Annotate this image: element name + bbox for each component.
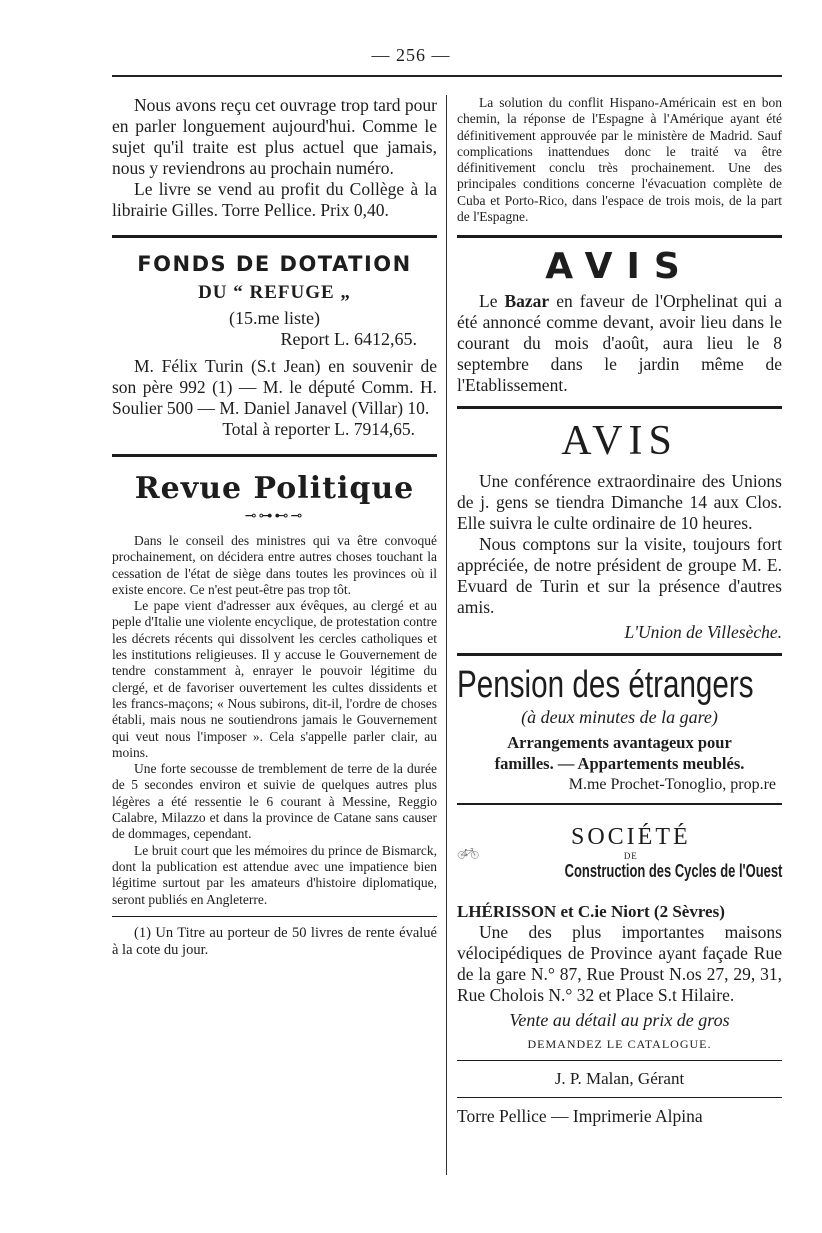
imprimerie-line: Torre Pellice — Imprimerie Alpina — [457, 1106, 703, 1127]
herisson-text: Une des plus importantes maisons vélocipédiques de Province ayant façade Rue de la gare N.° 87, Rue Proust N.os 27, 29, 31, Rue Cholois N.° 32 et Place S.t Hilaire. — [457, 922, 782, 1006]
revue-paragraph: Le bruit court que les mémoires du prince de Bismarck, dont la publication est attendue avec une impatience bien légitime surtout par les amateurs d'histoire diplomatique, seront publiés en Angleterre. — [112, 842, 437, 907]
section-rule — [457, 235, 782, 238]
avis-bazar-prefix: Le — [479, 291, 498, 312]
cycles-company-block — [480, 824, 782, 882]
gerant-line: J. P. Malan, Gérant — [554, 1069, 685, 1089]
bazar-word: Bazar — [504, 291, 550, 312]
bicycle-icon — [457, 813, 480, 893]
report-amount: Report L. 6412,65. — [280, 329, 417, 349]
pension-line: familles. — Appartements meublés. — [494, 754, 745, 774]
section-rule — [457, 653, 782, 656]
ornament-divider: ⊸⊶⊷⊸ — [244, 509, 305, 524]
avis-title: AVIS — [545, 246, 694, 288]
left-column — [112, 95, 437, 959]
pension-line: Arrangements avantageux pour — [507, 733, 732, 753]
herisson-name: LHÉRISSON et C.ie Niort (2 Sèvres) — [457, 902, 725, 922]
intro-paragraph: Le livre se vend au profit du Collège à la librairie Gilles. Torre Pellice. Prix 0,40. — [112, 179, 437, 220]
section-rule — [457, 1097, 782, 1098]
intro-paragraph: Nous avons reçu cet ouvrage trop tard pour en parler longuement aujourd'hui. Comme le sujet qu'il traite est plus actuel que jamais, nous y reviendrons au prochain numéro. — [112, 95, 437, 178]
section-rule — [457, 1060, 782, 1061]
column-divider — [446, 95, 447, 1175]
de-label: DE — [623, 851, 638, 862]
footnote: (1) Un Titre au porteur de 50 livres de rente évalué à la cote du jour. — [112, 924, 437, 958]
section-rule — [112, 235, 437, 238]
pension-owner: M.me Prochet-Tonoglio, prop.re — [568, 776, 776, 794]
liste-number: (15.me liste) — [229, 308, 320, 328]
page-number: — 256 — — [371, 45, 451, 65]
revue-paragraph: Le pape vient d'adresser aux évêques, au clergé et au peple d'Italie une violente encyclique, de protestation contre les décrets récents qui dissolvent les cercles catholiques et les institutions religieuses. Il y accuse le Gouvernement de tendre constamment à, enrayer le pouvoir légitime du clergé, et de favoriser ouvertement les cultes dissidents et les francs-maçons; « Nous subirons, dit-il, l'ordre de choses établi, mais nous ne soutiendrons jamais le Gouvernement qui veut nous l'imposer ». Cela s'appelle parler clair, au moins. — [112, 598, 437, 760]
catalogue-line: DEMANDEZ LE CATALOGUE. — [527, 1037, 712, 1052]
revue-paragraph: Dans le conseil des ministres qui va être convoqué prochainement, on décidera entre autres choses touchant la cessation de l'état de siège dans toutes les provinces où il existe encore. Ce n'est peut-être pas trop tôt. — [112, 533, 437, 597]
revue-paragraph: Une forte secousse de tremblement de terre de la durée de 5 secondes environ et suivie de quelques autres plus légères a été ressentie le 6 courant à Messine, Reggio Calabre, Milazzo et dans la province de Catane sans causer de dommages, cependant. — [112, 761, 437, 842]
conflict-paragraph: La solution du conflit Hispano-Américain est en bon chemin, la réponse de l'Espagne à l'Amérique ayant été définitivement approuvée par le ministère de Madrid. Sauf complications inattendues donc le traité va être définitivement conclu très prochainement. Une des principales conditions concerne l'évacuation complète de Cuba et Porto-Rico, dans l'espace de trois mois, de la part de l'Espagne. — [457, 95, 782, 225]
revue-title: Revue Politique — [134, 471, 415, 506]
fonds-title: FONDS DE DOTATION — [137, 252, 412, 276]
avis-bazar-text — [457, 291, 782, 396]
vente-line: Vente au détail au prix de gros — [509, 1010, 730, 1031]
donations-text: M. Félix Turin (S.t Jean) en souvenir de son père 992 (1) — M. le député Comm. H. Soulier 500 — M. Daniel Janavel (Villar) 10. — [112, 356, 437, 418]
section-rule — [457, 406, 782, 409]
section-rule — [112, 454, 437, 457]
avis-paragraph: Nous comptons sur la visite, toujours fort appréciée, de notre président de groupe M. E. Evuard de Turin et sur la présence d'autres amis. — [457, 534, 782, 618]
footnote-rule — [112, 916, 437, 917]
societe-label: SOCIÉTÉ — [570, 824, 691, 851]
construction-title: Construction des Cycles de l'Ouest — [564, 861, 782, 882]
avis-title-second: AVIS — [561, 418, 678, 465]
header-rule — [112, 75, 782, 77]
total-amount: Total à reporter L. 7914,65. — [222, 419, 415, 439]
avis-signature: L'Union de Villesèche. — [624, 622, 782, 643]
pension-subtitle: (à deux minutes de la gare) — [521, 707, 718, 728]
avis-bazar-body: en faveur de l'Orphelinat qui a été annoncé comme devant, avoir lieu dans le courant du mois d'août, aura lieu le 8 septembre dans le jardin même de l'Etablissement. — [457, 291, 782, 396]
pension-title: Pension des étrangers — [457, 664, 754, 707]
avis-paragraph: Une conférence extraordinaire des Unions de j. gens se tiendra Dimanche 14 aux Clos. Elle suivra le culte ordinaire de 10 heures. — [457, 471, 782, 534]
cycles-ad-header — [457, 813, 782, 893]
section-rule — [457, 803, 782, 805]
refuge-title: DU “ REFUGE „ — [198, 282, 351, 303]
right-column — [457, 95, 782, 1127]
